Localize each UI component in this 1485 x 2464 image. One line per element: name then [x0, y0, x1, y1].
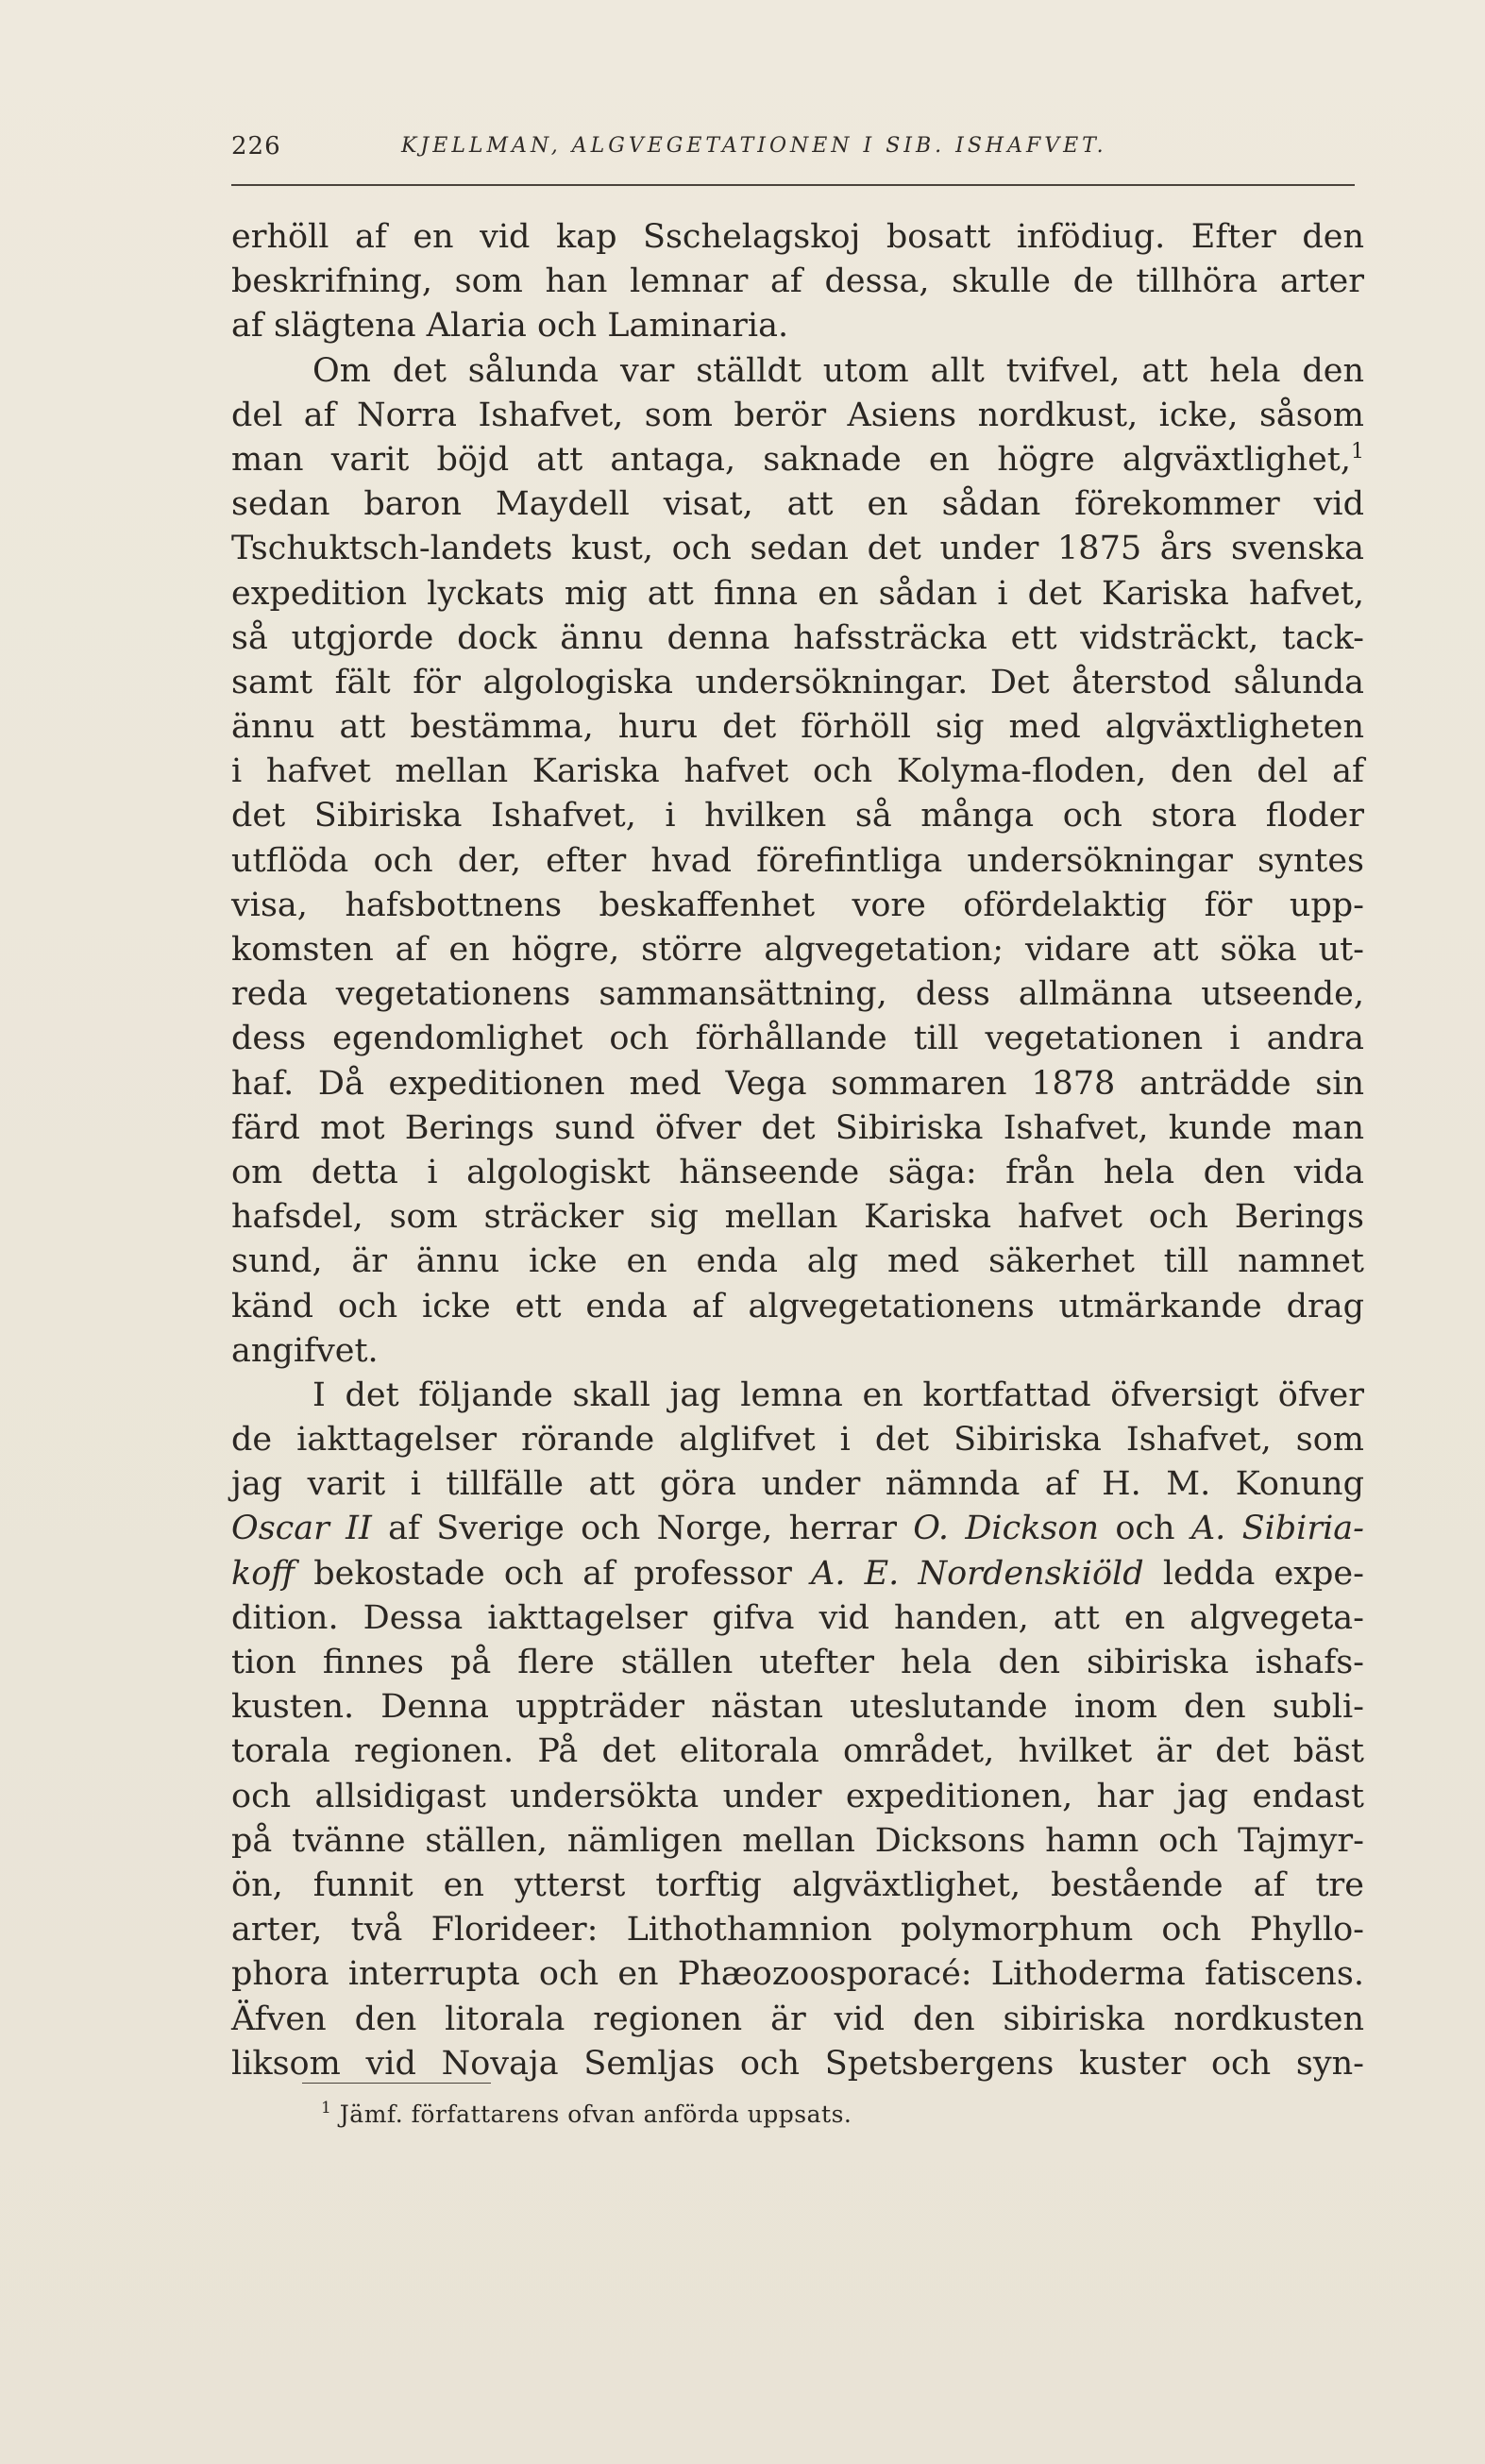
text-line	[231, 438, 1364, 482]
text-line: hafsdel, som sträcker sig mellan Kariska hafvet och Berings	[231, 1198, 1364, 1237]
text-line: det Sibiriska Ishafvet, i hvilken så många och stora floder	[231, 797, 1364, 835]
body-text	[231, 215, 1364, 2086]
footnote-rule	[302, 2083, 491, 2084]
text-segment: ledda expe-	[1162, 1554, 1364, 1593]
text-line: kusten. Denna uppträder nästan uteslutande inom den subli-	[231, 1688, 1364, 1727]
text-line: på tvänne ställen, nämligen mellan Dicksons hamn och Tajmyr-	[231, 1821, 1364, 1860]
page-number: 226	[231, 132, 281, 160]
text-line: sund, är ännu icke en enda alg med säkerhet till namnet	[231, 1242, 1364, 1281]
text-line: dess egendomlighet och förhållande till vegetationen i andra	[231, 1020, 1364, 1058]
text-line: beskrifning, som han lemnar af dessa, skulle de tillhöra arter	[231, 262, 1364, 301]
text-line: så utgjorde dock ännu denna hafssträcka ett vidsträckt, tack-	[231, 618, 1364, 657]
text-line: visa, hafsbottnens beskaffenhet vore ofördelaktig för upp-	[231, 886, 1364, 924]
person-name: koff	[231, 1554, 295, 1593]
header-rule	[231, 184, 1355, 186]
text-line: erhöll af en vid kap Sschelagskoj bosatt infödiug. Efter den	[231, 218, 1364, 256]
text-line: del af Norra Ishafvet, som berör Asiens nordkust, icke, såsom	[231, 396, 1364, 434]
running-title: KJELLMAN, ALGVEGETATIONEN I SIB. ISHAFVET.	[401, 134, 1107, 158]
text-line: Om det sålunda var ställdt utom allt tvifvel, att hela den	[312, 351, 1364, 390]
text-line: haf. Då expeditionen med Vega sommaren 1878 anträdde sin	[231, 1064, 1364, 1103]
text-line: och allsidigast undersökta under expeditionen, har jag endast	[231, 1777, 1364, 1815]
text-line: i hafvet mellan Kariska hafvet och Kolyma-floden, den del af	[231, 752, 1364, 791]
text-line: phora interrupta och en Phæozoosporacé: Lithoderma fatiscens.	[231, 1955, 1364, 1994]
text-segment: och	[1115, 1510, 1175, 1548]
text-line: af slägtena Alaria och Laminaria.	[231, 307, 789, 346]
text-line: jag varit i tillfälle att göra under nämnda af H. M. Konung	[231, 1465, 1364, 1504]
text-line: reda vegetationens sammansättning, dess allmänna utseende,	[231, 975, 1364, 1014]
text-line: dition. Dessa iakttagelser gifva vid handen, att en algvegeta-	[231, 1598, 1364, 1637]
text-line: Tschuktsch-landets kust, och sedan det under 1875 års svenska	[231, 530, 1364, 568]
text-line: färd mot Berings sund öfver det Sibiriska Ishafvet, kunde man	[231, 1108, 1364, 1147]
footnote	[321, 2098, 852, 2128]
text-line	[231, 1552, 1364, 1596]
text-line: angifvet.	[231, 1331, 379, 1370]
person-name: A. Sibiria-	[1190, 1510, 1364, 1548]
text-line	[231, 1507, 1364, 1551]
text-line: komsten af en högre, större algvegetation; vidare att söka ut-	[231, 931, 1364, 969]
text-line: samt fält för algologiska undersökningar. Det återstod sålunda	[231, 663, 1364, 701]
text-line: om detta i algologiskt hänseende säga: från hela den vida	[231, 1153, 1364, 1191]
text-line: ön, funnit en ytterst torftig algväxtlighet, bestående af tre	[231, 1865, 1364, 1904]
text-line: arter, två Florideer: Lithothamnion polymorphum och Phyllo-	[231, 1911, 1364, 1949]
text-line: expedition lyckats mig att finna en sådan i det Kariska hafvet,	[231, 574, 1364, 613]
text-line: sedan baron Maydell visat, att en sådan förekommer vid	[231, 485, 1364, 524]
text-line: utflöda och der, efter hvad förefintliga undersökningar syntes	[231, 841, 1364, 880]
page-header	[231, 132, 1364, 170]
text-segment: man varit böjd att antaga, saknade en högre algväxtlighet,	[231, 440, 1351, 479]
text-line: tion finnes på flere ställen utefter hela den sibiriska ishafs-	[231, 1644, 1364, 1681]
vessel-name: Oscar II	[231, 1510, 372, 1548]
text-line: de iakttagelser rörande alglifvet i det Sibiriska Ishafvet, som	[231, 1421, 1364, 1460]
text-segment: af Sverige och Norge, herrar	[388, 1510, 897, 1548]
person-name: O. Dickson	[913, 1510, 1100, 1548]
footnote-mark: 1	[321, 2098, 332, 2118]
text-line: I det följande skall jag lemna en kortfattad öfversigt öfver	[312, 1375, 1364, 1414]
text-line: liksom vid Novaja Semljas och Spetsbergens kuster och syn-	[231, 2044, 1364, 2083]
text-segment: bekostade och af professor	[313, 1554, 792, 1593]
footnote-reference: 1	[1351, 439, 1364, 464]
footnote-text: Jämf. författarens ofvan anförda uppsats.	[339, 2101, 852, 2128]
person-name: A. E. Nordenskiöld	[811, 1554, 1144, 1593]
text-line: Äfven den litorala regionen är vid den sibiriska nordkusten	[231, 2000, 1364, 2038]
text-line: känd och icke ett enda af algvegetationens utmärkande drag	[231, 1287, 1364, 1325]
text-line: torala regionen. På det elitorala området, hvilket är det bäst	[231, 1732, 1364, 1771]
text-line: ännu att bestämma, huru det förhöll sig med algväxtligheten	[231, 708, 1364, 747]
